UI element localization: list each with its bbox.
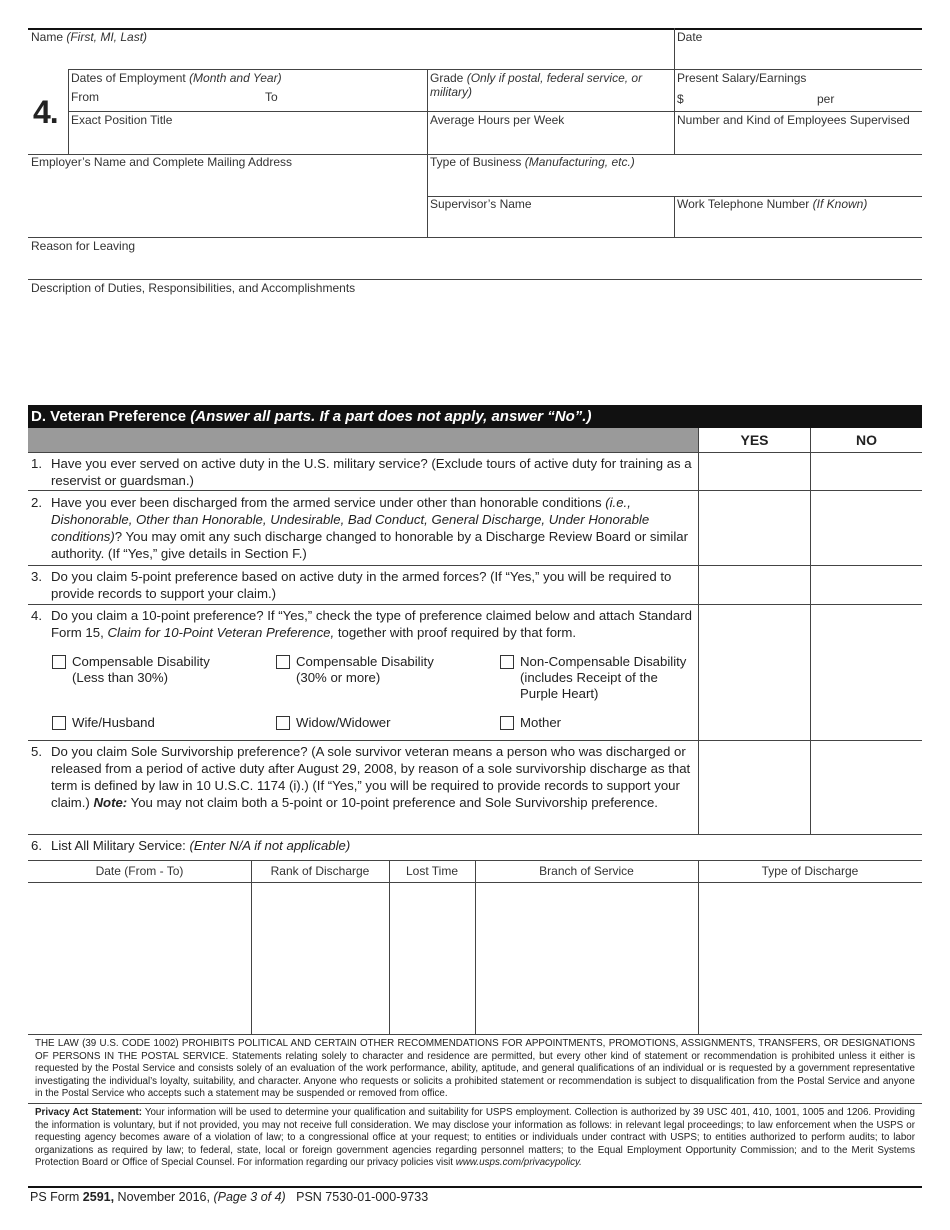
divider: [674, 196, 675, 237]
military-date-cell[interactable]: [28, 883, 250, 1033]
option-compensable-30-more: Compensable Disability (30% or more): [296, 654, 434, 685]
divider: [427, 69, 428, 237]
checkbox-compensable-less-30[interactable]: [52, 655, 66, 669]
column-lost-time: Lost Time: [405, 864, 459, 878]
divider: [68, 69, 922, 70]
q1-yes-cell[interactable]: [699, 453, 810, 490]
divider: [28, 1034, 922, 1035]
option-mother: Mother: [520, 715, 562, 730]
q3-no-cell[interactable]: [811, 566, 922, 604]
option-wife-husband: Wife/Husband: [72, 715, 155, 730]
hours-label: Average Hours per Week: [430, 113, 565, 127]
supervisor-label: Supervisor’s Name: [430, 197, 532, 211]
column-header-bar: [28, 428, 698, 452]
option-compensable-less-30: Compensable Disability (Less than 30%): [72, 654, 210, 685]
military-lost-time-cell[interactable]: [390, 883, 474, 1033]
date-label: Date: [677, 30, 703, 44]
column-type-discharge: Type of Discharge: [761, 864, 859, 878]
business-label: Type of Business (Manufacturing, etc.): [430, 155, 635, 169]
q2-yes-cell[interactable]: [699, 491, 810, 565]
no-header: NO: [856, 432, 877, 448]
military-discharge-type-cell[interactable]: [699, 883, 922, 1033]
option-non-compensable: Non-Compensable Disability (includes Receipt of the Purple Heart): [520, 654, 687, 701]
dates-label: Dates of Employment (Month and Year): [71, 71, 282, 85]
military-branch-cell[interactable]: [476, 883, 697, 1033]
q2-no-cell[interactable]: [811, 491, 922, 565]
column-rank: Rank of Discharge: [270, 864, 370, 878]
yes-header: YES: [740, 432, 769, 448]
name-label: Name (First, MI, Last): [31, 30, 148, 44]
from-label: From: [71, 90, 99, 104]
section-d-header: D. Veteran Preference (Answer all parts. If a part does not apply, answer “No”.): [28, 405, 922, 428]
employer-label: Employer’s Name and Complete Mailing Address: [31, 155, 293, 169]
grade-label: Grade (Only if postal, federal service, or military): [430, 71, 643, 99]
employees-label: Number and Kind of Employees Supervised: [677, 113, 910, 127]
salary-label: Present Salary/Earnings: [677, 71, 807, 85]
per-label: per: [817, 92, 835, 106]
checkbox-mother[interactable]: [500, 716, 514, 730]
reason-label: Reason for Leaving: [31, 239, 136, 253]
q3-yes-cell[interactable]: [699, 566, 810, 604]
divider: [28, 1103, 922, 1104]
divider: [28, 834, 922, 835]
q4-yes-cell[interactable]: [699, 605, 810, 740]
form-footer: PS Form 2591, November 2016, (Page 3 of 4) PSN 7530-01-000-9733: [30, 1190, 429, 1204]
bottom-rule: [28, 1186, 922, 1188]
divider: [28, 237, 922, 238]
divider: [674, 28, 675, 154]
section-number: 4.: [33, 94, 58, 130]
position-label: Exact Position Title: [71, 113, 173, 127]
military-rank-cell[interactable]: [252, 883, 388, 1033]
checkbox-wife-husband[interactable]: [52, 716, 66, 730]
divider: [28, 279, 922, 280]
privacy-act-statement: Privacy Act Statement: Your information will be used to determine your qualification and suitability for USPS employment. Collection is authorized by 39 USC 401, 410, 1001, 1005 and 1206. Providing the information is voluntary, but if not provided, you may not receive full consideration. We may disclose your information as follows: in relevant legal proceedings; to law enforcement when the USPS or requesting agency becomes aware of a violation of law; to a congressional office at your request; to entities or individuals under contract with USPS; to entities authorized to perform audits; to labor organizations as required by law; to federal, state, local or foreign government agencies regarding personnel matters; to the Equal Employment Opportunity Commission; and to the Merit Systems Protection Board or Office of Special Counsel. For information regarding our privacy policies visit www.usps.com/privacypolicy.: [35, 1107, 915, 1168]
column-date: Date (From - To): [95, 864, 184, 878]
phone-label: Work Telephone Number (If Known): [677, 197, 868, 211]
option-widow-widower: Widow/Widower: [296, 715, 391, 730]
dollar-sign: $: [677, 92, 684, 106]
top-rule: [28, 28, 922, 30]
column-branch: Branch of Service: [539, 864, 634, 878]
divider: [68, 111, 922, 112]
q5-yes-cell[interactable]: [699, 741, 810, 834]
duties-label: Description of Duties, Responsibilities, and Accomplishments: [31, 281, 356, 295]
checkbox-widow-widower[interactable]: [276, 716, 290, 730]
q5-no-cell[interactable]: [811, 741, 922, 834]
q4-no-cell[interactable]: [811, 605, 922, 740]
to-label: To: [265, 90, 278, 104]
law-statement: THE LAW (39 U.S. CODE 1002) PROHIBITS POLITICAL AND CERTAIN OTHER RECOMMENDATIONS FOR APPOINTMENTS, PROMOTIONS, ASSIGNMENTS, TRANSFERS, OR DESIGNATIONS OF PERSONS IN THE POSTAL SERVICE. Statements relating solely to character and residence are permitted, but every other kind of statement or recommendation is prohibited unless it either is requested by the Postal Service and consists solely of an evaluation of the work performance, ability, aptitude, and general qualifications of an individual or is requested by a government representative investigating the individual’s loyalty, suitability, and character. Anyone who requests or solicits a prohibited statement or recommendation is subject to disqualification from the Postal Service and anyone in the Postal Service who accepts such a statement may be suspended or removed from office.: [35, 1038, 915, 1099]
checkbox-compensable-30-more[interactable]: [276, 655, 290, 669]
q1-no-cell[interactable]: [811, 453, 922, 490]
checkbox-non-compensable[interactable]: [500, 655, 514, 669]
